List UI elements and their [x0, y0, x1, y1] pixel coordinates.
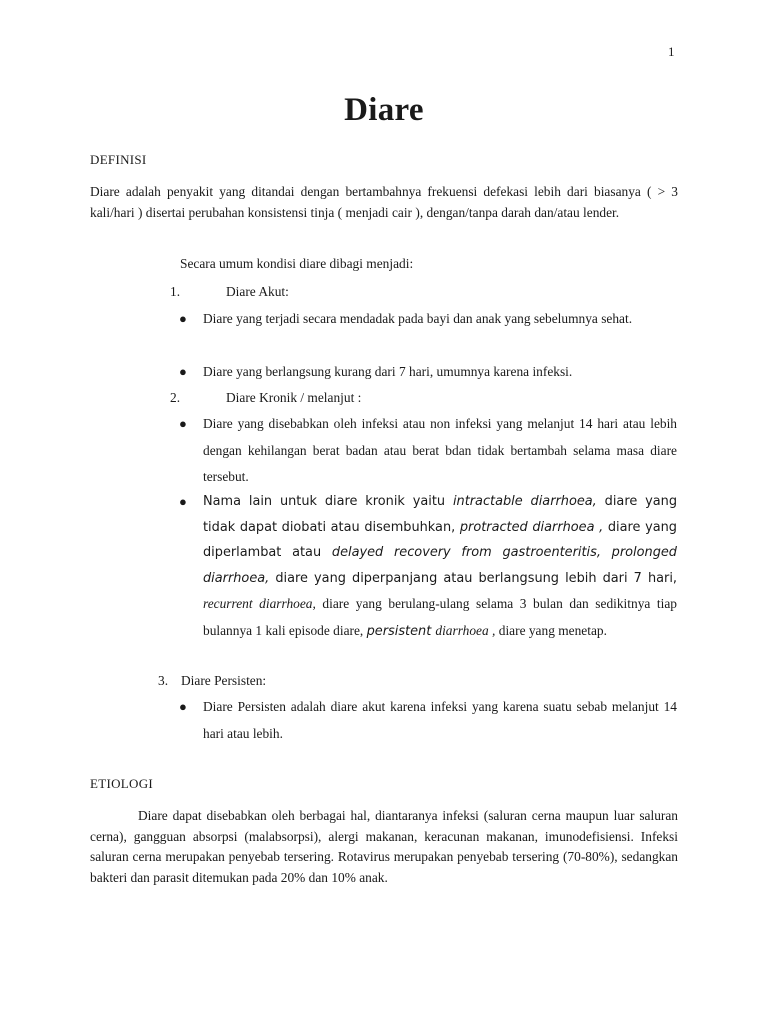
list-number: 2.: [170, 390, 181, 405]
bullet-item: [179, 694, 677, 747]
bullet-text-segment: diare yang menetap.: [495, 622, 607, 638]
bullet-text: Diare yang disebabkan oleh infeksi atau non infeksi yang melanjut 14 hari atau lebih dengan kehilangan berat badan atau berat bdan tidak bertambah selama masa diare tersebut.: [203, 416, 677, 484]
section-heading-etiologi: ETIOLOGI: [90, 776, 154, 791]
section-heading-definisi: DEFINISI: [90, 152, 147, 167]
bullet-item: [179, 489, 678, 644]
bullet-italic-term: delayed recovery from gastroenteritis, prolonged diarrhoea,: [203, 545, 677, 586]
bullet-item: [179, 359, 677, 386]
etiologi-paragraph: Diare dapat disebabkan oleh berbagai hal, diantaranya infeksi (saluran cerna maupun luar saluran cerna), gangguan absorpsi (malabsorpsi), alergi makanan, keracunan makanan, imunodefisiensi. Infeksi saluran cerna merupakan penyebab tersering. Rotavirus merupakan penyebab tersering (70-80%), sedangkan bakteri dan parasit ditemukan pada 20% dan 10% anak.: [90, 808, 678, 885]
page-number: 1: [668, 44, 675, 59]
bullet-italic-term: persistent: [366, 623, 432, 639]
bullet-text: Diare yang berlangsung kurang dari 7 hari, umumnya karena infeksi.: [203, 364, 573, 379]
classification-intro: Secara umum kondisi diare dibagi menjadi:: [180, 256, 414, 271]
bullet-text-segment: diare yang tidak dapat diobati atau disembuhkan,: [203, 494, 678, 535]
list-label: Diare Persisten:: [181, 673, 267, 688]
list-label: Diare Akut:: [226, 284, 289, 299]
bullet-dot-icon: ●: [179, 311, 187, 326]
bullet-italic-term: diarrhoea ,: [435, 622, 496, 638]
bullet-dot-icon: ●: [179, 364, 187, 379]
list-label: Diare Kronik / melanjut :: [226, 390, 362, 405]
list-number: 1.: [170, 284, 181, 299]
bullet-italic-term: intractable diarrhoea,: [452, 494, 597, 509]
definisi-paragraph: Diare adalah penyakit yang ditandai dengan bertambahnya frekuensi defekasi lebih dari biasanya ( > 3 kali/hari ) disertai perubahan konsistensi tinja ( menjadi cair ), dengan/tanpa darah dan/atau lender.: [90, 184, 678, 220]
document-title: Diare: [344, 92, 424, 128]
bullet-italic-term: recurrent diarrhoea,: [203, 596, 316, 611]
bullet-dot-icon: ●: [179, 699, 187, 714]
bullet-italic-term: protracted diarrhoea ,: [459, 519, 604, 535]
bullet-text-segment: diare yang berulang-ulang selama 3 bulan dan sedikitnya tiap bulannya 1 kali episode diare,: [203, 596, 677, 638]
bullet-dot-icon: ●: [179, 494, 187, 509]
bullet-text-segment: diare yang diperpanjang atau berlangsung lebih dari 7 hari,: [269, 570, 677, 586]
bullet-text-segment: Nama lain untuk diare kronik yaitu: [203, 494, 453, 509]
bullet-item: [179, 411, 677, 491]
bullet-item: [179, 306, 677, 333]
bullet-text: Diare Persisten adalah diare akut karena infeksi yang karena suatu sebab melanjut 14 hari atau lebih.: [203, 699, 677, 741]
bullet-text: Diare yang terjadi secara mendadak pada bayi dan anak yang sebelumnya sehat.: [203, 311, 633, 326]
bullet-text-segment: diare yang diperlambat atau: [203, 519, 677, 560]
bullet-dot-icon: ●: [179, 416, 187, 431]
list-number: 3.: [158, 673, 169, 688]
